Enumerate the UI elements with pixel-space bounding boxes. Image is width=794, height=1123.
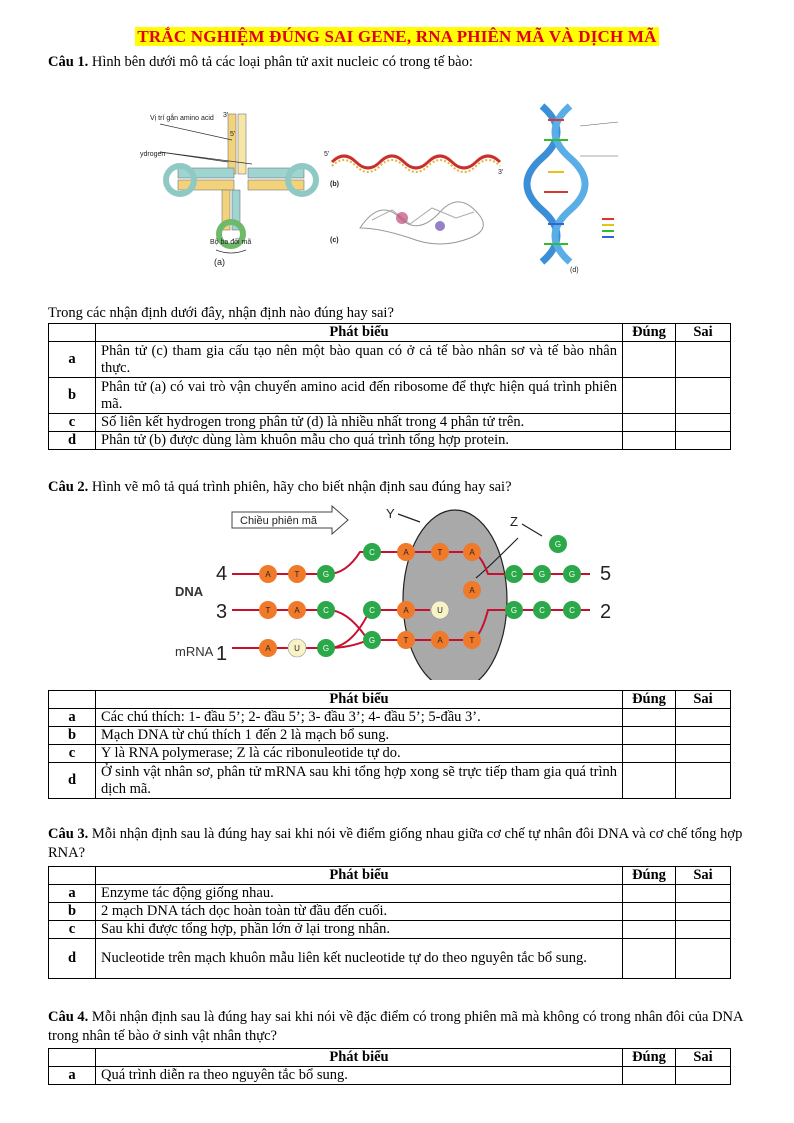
svg-text:G: G — [510, 606, 518, 615]
nucleotide — [363, 543, 381, 561]
answer-false-cell[interactable] — [676, 939, 731, 979]
svg-text:3': 3' — [223, 112, 229, 119]
answer-true-cell[interactable] — [623, 763, 676, 799]
nucleotide — [288, 565, 306, 583]
nucleotide — [463, 581, 481, 599]
rrna-drawing — [360, 202, 483, 244]
svg-text:A: A — [265, 644, 271, 653]
answer-false-cell[interactable] — [676, 763, 731, 799]
q1-table — [48, 323, 731, 450]
label-a: (a) — [214, 257, 225, 267]
nucleotide — [317, 601, 335, 619]
svg-text:A: A — [265, 570, 271, 579]
direction-label: Chiều phiên mã — [240, 515, 318, 527]
table-row: b 2 mạch DNA tách dọc hoàn toàn từ đầu đến cuối. — [49, 903, 731, 921]
nucleotide — [463, 543, 481, 561]
table-row: a Các chú thích: 1- đầu 5’; 2- đầu 5’; 3- đầu 3’; 4- đầu 5’; 5-đầu 3’. — [49, 709, 731, 727]
question-4: Câu 4. Mỗi nhận định sau là đúng hay sai khi nói về đặc điểm có trong phiên mã mà không có trong nhân đôi của DNA trong nhân tế bào ở sinh vật nhân thực? — [48, 1009, 743, 1044]
nucleotide — [363, 601, 381, 619]
answer-false-cell[interactable] — [676, 378, 731, 414]
svg-text:5': 5' — [324, 151, 330, 158]
svg-text:Z: Z — [510, 514, 518, 529]
svg-text:3': 3' — [498, 169, 504, 176]
svg-text:C: C — [369, 606, 375, 615]
answer-true-cell[interactable] — [623, 414, 676, 432]
table-header-row: Phát biểu Đúng Sai — [49, 1049, 731, 1067]
svg-text:U: U — [294, 644, 300, 653]
table-row: c Số liên kết hydrogen trong phân tử (d) là nhiều nhất trong 4 phân tử trên. — [49, 414, 731, 432]
nucleotide — [505, 565, 523, 583]
table-row: d Ở sinh vật nhân sơ, phân tử mRNA sau khi tổng hợp xong sẽ trực tiếp tham gia quá trình dịch mã. — [49, 763, 731, 799]
mrna-strand-drawing — [332, 156, 500, 172]
table-row: c Sau khi được tổng hợp, phần lớn ở lại trong nhân. — [49, 921, 731, 939]
svg-text:G: G — [538, 570, 546, 579]
answer-true-cell[interactable] — [623, 921, 676, 939]
nucleotide — [431, 543, 449, 561]
svg-text:Y: Y — [386, 506, 395, 521]
answer-false-cell[interactable] — [676, 709, 731, 727]
worksheet-title: TRẮC NGHIỆM ĐÚNG SAI GENE, RNA PHIÊN MÃ VÀ DỊCH MÃ — [137, 27, 657, 46]
answer-true-cell[interactable] — [623, 432, 676, 450]
svg-text:T: T — [265, 606, 271, 615]
svg-text:G: G — [322, 570, 330, 579]
trna-site-label: Vị trí gắn amino acid — [150, 115, 214, 122]
svg-text:A: A — [403, 548, 409, 557]
svg-text:1: 1 — [216, 643, 228, 665]
nucleotide — [397, 631, 415, 649]
answer-true-cell[interactable] — [623, 1067, 676, 1085]
svg-text:T: T — [294, 570, 300, 579]
nucleotide — [317, 565, 335, 583]
table-header-row: Phát biểu Đúng Sai — [49, 324, 731, 342]
answer-false-cell[interactable] — [676, 921, 731, 939]
svg-text:C: C — [569, 606, 575, 615]
answer-true-cell[interactable] — [623, 885, 676, 903]
label-d: (d) — [570, 267, 579, 274]
answer-true-cell[interactable] — [623, 727, 676, 745]
table-row: c Y là RNA polymerase; Z là các ribonuleotide tự do. — [49, 745, 731, 763]
answer-false-cell[interactable] — [676, 727, 731, 745]
svg-text:U: U — [437, 606, 443, 615]
nucleotide — [533, 601, 551, 619]
svg-text:4: 4 — [216, 563, 228, 585]
answer-true-cell[interactable] — [623, 903, 676, 921]
svg-text:C: C — [511, 570, 517, 579]
svg-text:5: 5 — [600, 563, 612, 585]
table-header-row: Phát biểu Đúng Sai — [49, 691, 731, 709]
table-row: a Enzyme tác động giống nhau. — [49, 885, 731, 903]
answer-false-cell[interactable] — [676, 342, 731, 378]
answer-false-cell[interactable] — [676, 1067, 731, 1085]
svg-text:T: T — [437, 548, 443, 557]
table-row: d Nucleotide trên mạch khuôn mẫu liên kết nucleotide tự do theo nguyên tắc bổ sung. — [49, 939, 731, 979]
svg-text:G: G — [368, 636, 376, 645]
nucleotide — [563, 601, 581, 619]
table-row: d Phân tử (b) được dùng làm khuôn mẫu cho quá trình tổng hợp protein. — [49, 432, 731, 450]
q3-table — [48, 866, 731, 979]
q1-intro: Trong các nhận định dưới đây, nhận định nào đúng hay sai? — [48, 305, 394, 321]
nucleotide — [505, 601, 523, 619]
question-1: Câu 1. Hình bên dưới mô tả các loại phân tử axit nucleic có trong tế bào: — [48, 54, 473, 70]
answer-true-cell[interactable] — [623, 378, 676, 414]
table-row: b Mạch DNA từ chú thích 1 đến 2 là mạch bổ sung. — [49, 727, 731, 745]
table-header-row: Phát biểu Đúng Sai — [49, 867, 731, 885]
svg-text:DNA: DNA — [175, 584, 204, 599]
svg-text:T: T — [403, 636, 409, 645]
svg-text:2: 2 — [600, 601, 612, 623]
svg-text:mRNA: mRNA — [175, 644, 214, 659]
nucleotide — [259, 565, 277, 583]
svg-text:C: C — [369, 548, 375, 557]
answer-true-cell[interactable] — [623, 709, 676, 727]
svg-text:A: A — [469, 586, 475, 595]
answer-false-cell[interactable] — [676, 903, 731, 921]
svg-text:A: A — [469, 548, 475, 557]
transcription-figure — [170, 500, 630, 680]
question-2: Câu 2. Hình vẽ mô tả quá trình phiên, hãy cho biết nhận định sau đúng hay sai? — [48, 479, 512, 495]
rna-polymerase — [403, 510, 507, 680]
nucleotide — [549, 535, 567, 553]
nucleotide — [563, 565, 581, 583]
anticodon-label: Bộ ba đối mã — [210, 239, 252, 246]
table-row: a Phân tử (c) tham gia cấu tạo nên một bào quan có ở cả tế bào nhân sơ và tế bào nhân thực. — [49, 342, 731, 378]
label-b: (b) — [330, 181, 339, 188]
nucleotide — [288, 639, 306, 657]
svg-text:3: 3 — [216, 601, 228, 623]
svg-text:C: C — [323, 606, 329, 615]
table-row: b Phân tử (a) có vai trò vận chuyển amino acid đến ribosome để thực hiện quá trình phiên mã. — [49, 378, 731, 414]
nucleotide — [431, 631, 449, 649]
question-3: Câu 3. Mỗi nhận định sau là đúng hay sai khi nói về điểm giống nhau giữa cơ chế tự nhân đôi DNA và cơ chế tổng hợp RNA? — [48, 826, 743, 861]
table-row: a Quá trình diễn ra theo nguyên tắc bổ sung. — [49, 1067, 731, 1085]
svg-text:G: G — [322, 644, 330, 653]
svg-text:T: T — [469, 636, 475, 645]
nucleotide — [317, 639, 335, 657]
nucleotide — [431, 601, 449, 619]
nucleotide — [397, 601, 415, 619]
nucleic-acid-figure — [140, 100, 660, 280]
answer-true-cell[interactable] — [623, 342, 676, 378]
svg-text:G: G — [554, 540, 562, 549]
nucleotide — [288, 601, 306, 619]
label-c: (c) — [330, 237, 339, 244]
nucleotide — [397, 543, 415, 561]
svg-text:A: A — [437, 636, 443, 645]
svg-text:C: C — [539, 606, 545, 615]
answer-false-cell[interactable] — [676, 414, 731, 432]
dna-helix-drawing — [527, 106, 618, 262]
svg-text:A: A — [403, 606, 409, 615]
answer-true-cell[interactable] — [623, 745, 676, 763]
answer-false-cell[interactable] — [676, 432, 731, 450]
svg-text:A: A — [294, 606, 300, 615]
answer-false-cell[interactable] — [676, 885, 731, 903]
q4-table — [48, 1048, 731, 1085]
nucleotide — [363, 631, 381, 649]
trna-drawing — [160, 114, 316, 253]
trna-hydrogen-label: ydrogen — [140, 151, 166, 158]
nucleotide — [259, 639, 277, 657]
nucleotide — [533, 565, 551, 583]
answer-true-cell[interactable] — [623, 939, 676, 979]
nucleotide — [259, 601, 277, 619]
svg-text:5': 5' — [230, 131, 236, 138]
q2-table — [48, 690, 731, 799]
svg-text:G: G — [568, 570, 576, 579]
answer-false-cell[interactable] — [676, 745, 731, 763]
nucleotide — [463, 631, 481, 649]
